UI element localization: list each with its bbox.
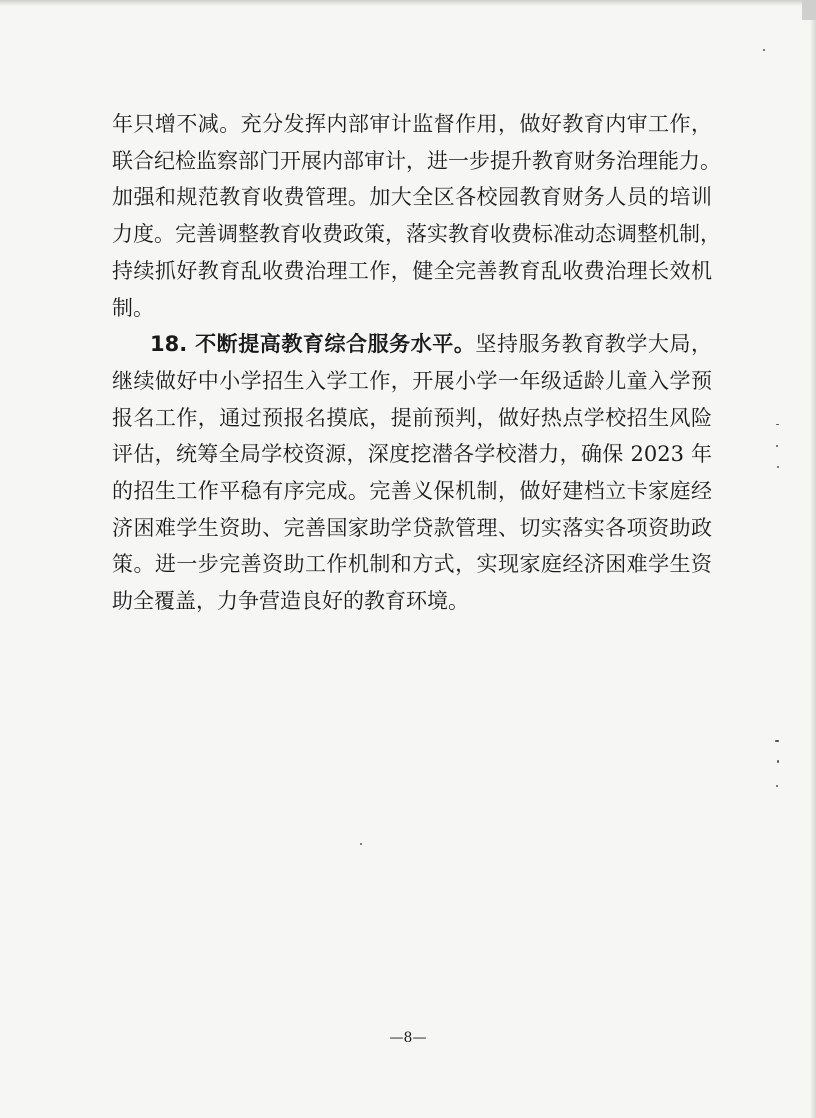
scan-edge-right	[810, 0, 816, 1118]
page-number: —8—	[389, 1030, 427, 1046]
item-heading: 18. 不断提高教育综合服务水平。	[150, 332, 476, 357]
paragraph-2-line: 继续做好中小学招生入学工作，开展小学一年级适龄儿童入学预	[112, 368, 712, 393]
paragraph-1-line: 年只增不减。充分发挥内部审计监督作用，做好教育内审工作，	[112, 112, 712, 136]
scan-edge-top	[0, 0, 816, 6]
paragraph-1-line: 制。	[112, 295, 154, 320]
paragraph-2-line: 评估，统筹全局学校资源，深度挖潜各学校潜力，确保 2023 年	[112, 442, 712, 467]
paragraph-1-line: 加强和规范教育收费管理。加大全区各校园教育财务人员的培训	[112, 185, 712, 210]
document-body	[112, 106, 721, 620]
corner-tab	[802, 0, 816, 20]
paragraph-2-line: 助全覆盖，力争营造良好的教育环境。	[112, 589, 469, 614]
scan-speck	[360, 843, 362, 845]
scan-speck	[777, 466, 779, 468]
paragraph-1-line: 力度。完善调整教育收费政策，落实教育收费标准动态调整机制，	[112, 222, 721, 247]
paragraph-1-line: 持续抓好教育乱收费治理工作，健全完善教育乱收费治理长效机	[112, 258, 712, 283]
paragraph-1	[112, 106, 721, 326]
scan-speck	[776, 785, 778, 787]
paragraph-2-line: 策。进一步完善资助工作机制和方式，实现家庭经济困难学生资	[112, 552, 712, 577]
scan-speck	[776, 445, 778, 447]
paragraph-1-line: 联合纪检监察部门开展内部审计，进一步提升教育财务治理能力。	[112, 148, 721, 173]
scan-speck	[776, 424, 779, 425]
scan-speck	[777, 760, 779, 763]
scan-speck	[775, 740, 779, 742]
paragraph-2-line: 报名工作，通过预报名摸底，提前预判，做好热点学校招生风险	[112, 405, 712, 430]
paragraph-2-first-line	[112, 326, 712, 363]
paragraph-2-line: 的招生工作平稳有序完成。完善义保机制，做好建档立卡家庭经	[112, 479, 712, 504]
paragraph-2	[112, 326, 712, 620]
paragraph-2-line-rest: 坚持服务教育教学大局，	[475, 332, 713, 357]
paragraph-2-line: 济困难学生资助、完善国家助学贷款管理、切实落实各项资助政	[112, 515, 712, 540]
scan-speck	[763, 49, 765, 51]
